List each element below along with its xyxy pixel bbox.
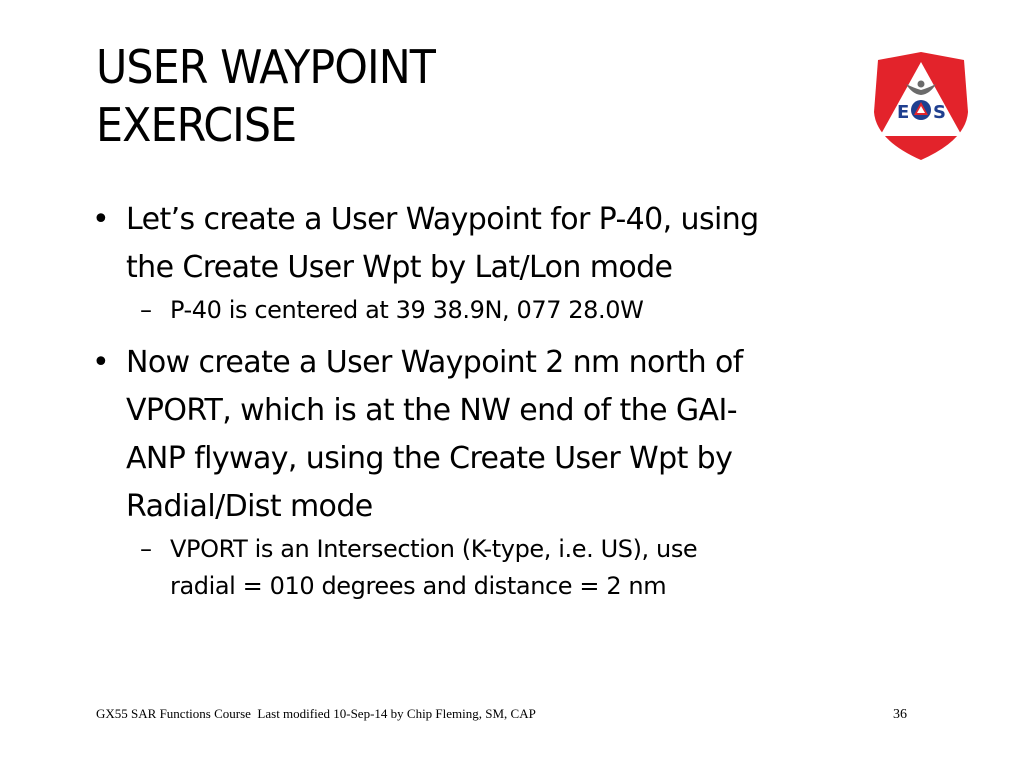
slide-footer: GX55 SAR Functions Course Last modified 10-Sep-14 by Chip Fleming, SM, CAP — [96, 706, 536, 721]
page-number: 36 — [893, 707, 907, 722]
bullet-1-sub-1-line-1: P-40 is centered at 39 38.9N, 077 28.0W — [170, 296, 644, 324]
bullet-2-sub-1-line-2: radial = 010 degrees and distance = 2 nm — [170, 572, 667, 600]
bullet-marker: • — [92, 345, 110, 380]
sub-bullet-marker: – — [140, 535, 152, 563]
bullet-2-line-1: Now create a User Waypoint 2 nm north of — [126, 345, 743, 380]
bullet-marker: • — [92, 202, 110, 237]
bullet-1-sub-1 — [90, 292, 950, 329]
logo-letter-s: S — [933, 102, 946, 123]
slide-body — [90, 196, 950, 605]
es-shield-logo — [870, 50, 972, 162]
bullet-2-sub-1 — [90, 531, 950, 605]
slide-title-line-2: EXERCISE — [96, 98, 297, 152]
sub-bullet-marker: – — [140, 296, 152, 324]
bullet-1-line-2: the Create User Wpt by Lat/Lon mode — [126, 250, 673, 285]
bullet-1 — [90, 196, 950, 292]
bullet-2-line-3: ANP flyway, using the Create User Wpt by — [126, 441, 733, 476]
bullet-2 — [90, 339, 950, 531]
slide-title-line-1: USER WAYPOINT — [96, 40, 435, 94]
logo-letter-e: E — [897, 102, 910, 123]
bullet-2-line-2: VPORT, which is at the NW end of the GAI- — [126, 393, 737, 428]
bullet-2-sub-1-line-1: VPORT is an Intersection (K-type, i.e. US), use — [170, 535, 698, 563]
slide-title — [96, 38, 766, 154]
bullet-2-line-4: Radial/Dist mode — [126, 489, 373, 524]
es-shield-icon — [870, 50, 972, 162]
bullet-1-line-1: Let’s create a User Waypoint for P-40, using — [126, 202, 759, 237]
